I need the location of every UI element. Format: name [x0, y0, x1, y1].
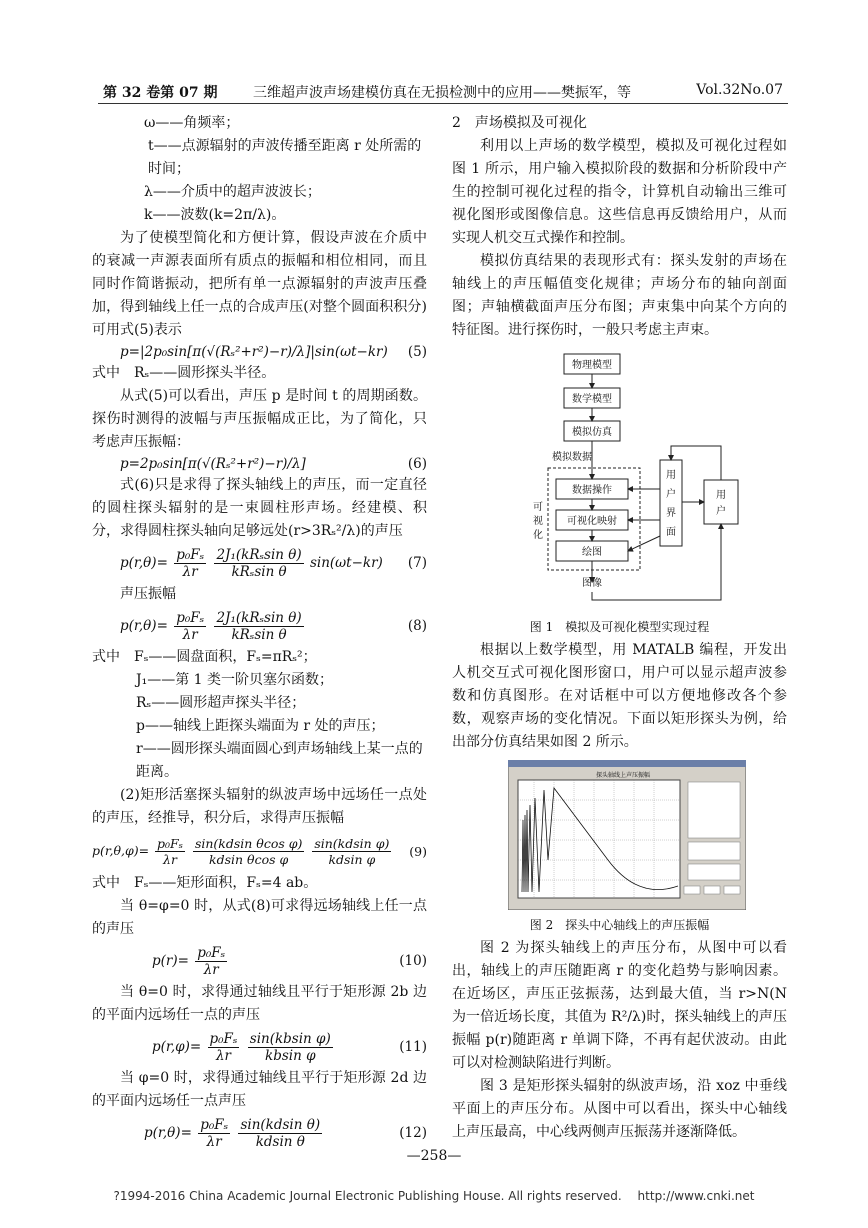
box-label: 绘图: [582, 547, 602, 558]
equation-lhs: p(r,θ,φ)=: [92, 842, 150, 858]
equation-body: p=2p₀sin[π(√(Rₛ²+r²)−r)/λ]: [120, 456, 306, 472]
fraction: [214, 610, 303, 643]
fraction: [198, 1117, 230, 1150]
paragraph: 模拟仿真结果的表现形式有：探头发射的声场在轴线上的声压幅值变化规律；声场分布的轴向剖面图；声轴横截面声压分布图；声束集中向某个方向的特征图。进行探伤时，一般只考虑主声束。: [452, 253, 787, 338]
denominator: λr: [182, 563, 198, 580]
equation-10: [92, 943, 427, 979]
fraction: [174, 547, 206, 580]
equation-tail: sin(ωt−kr): [309, 554, 383, 571]
figure-1-caption: 图 1 模拟及可视化模型实现过程: [529, 620, 710, 634]
copyright-footer: ?1994-2016 China Academic Journal Electronic Publishing House. All rights reserved. http://www.cnki.net: [113, 1189, 755, 1203]
right-column: [452, 112, 787, 1144]
equation-lhs: p(r,θ)=: [120, 617, 168, 634]
equation-7: [92, 545, 427, 581]
denominator: λr: [203, 961, 219, 978]
numerator: 2J₁(kRₛsin θ): [216, 546, 302, 563]
label-sim-data: 模拟数据: [552, 452, 592, 463]
denominator: λr: [182, 626, 198, 643]
numerator: p₀Fₛ: [209, 1030, 238, 1047]
denominator: λr: [206, 1133, 222, 1150]
fraction: [174, 610, 206, 643]
def-rs: 式中 Rₛ——圆形探头半径。: [92, 365, 276, 381]
denominator: kdsin θ: [255, 1133, 305, 1150]
paragraph: 式(6)只是求得了探头轴线上的声压，而一定直径的圆柱探头辐射的是一束圆柱形声场。经建模、积分，求得圆柱探头轴向足够远处(r>3Rₛ²/λ)的声压: [92, 477, 427, 539]
flowchart: [452, 350, 787, 612]
numerator: p₀Fₛ: [176, 609, 205, 626]
numerator: sin(kbsin φ): [249, 1030, 331, 1047]
equation-number: (5): [407, 344, 427, 360]
equation-9: [92, 832, 427, 870]
numerator: p₀Fₛ: [157, 835, 183, 851]
equation-lhs: p(r,θ)=: [144, 1124, 192, 1141]
paragraph: 当 φ=0 时，求得通过轴线且平行于矩形源 2d 边的平面内远场任一点声压: [92, 1070, 427, 1109]
def-k: k——波数(k=2π/λ)。: [144, 207, 286, 223]
fraction: [208, 1031, 240, 1064]
numerator: sin(kdsin θ): [240, 1116, 321, 1133]
paragraph: (2)矩形活塞探头辐射的纵波声场中远场任一点处的声压，经推导，积分后，求得声压振幅: [92, 787, 427, 826]
box-label: 数据操作: [572, 485, 612, 496]
ui-char: 面: [666, 527, 676, 538]
numerator: p₀Fₛ: [200, 1116, 229, 1133]
figure-1: [452, 350, 787, 612]
def-fs: 式中 Fₛ——圆盘面积，Fₛ=πRₛ²；: [92, 649, 317, 665]
paragraph: 从式(5)可以看出，声压 p 是时间 t 的周期函数。探伤时测得的波幅与声压振幅成正比，为了简化，只考虑声压振幅：: [92, 388, 427, 450]
equation-number: (8): [407, 618, 427, 634]
label-amplitude: 声压振幅: [120, 586, 176, 602]
equation-number: (7): [407, 555, 427, 571]
def-j1: J₁——第 1 类一阶贝塞尔函数；: [136, 672, 334, 688]
vis-label-char: 视: [533, 516, 543, 527]
denominator: kRₛsin θ: [231, 626, 287, 643]
paragraph: 当 θ=φ=0 时，从式(8)可求得远场轴线上任一点的声压: [92, 898, 427, 937]
ui-char: 界: [666, 508, 676, 519]
running-header: [103, 82, 783, 102]
issue-label: 第 32 卷第 07 期: [103, 85, 218, 101]
fraction: [214, 547, 303, 580]
equation-6: [92, 456, 427, 472]
denominator: kdsin θcos φ: [209, 851, 289, 867]
equation-8: [92, 608, 427, 644]
label-image: 图像: [582, 578, 602, 589]
denominator: kdsin φ: [328, 851, 376, 867]
equation-12: [92, 1115, 427, 1151]
matlab-window: [508, 760, 746, 910]
left-column: [92, 112, 427, 1153]
equation-body: p=|2p₀sin[π(√(Rₛ²+r²)−r)/λ]|sin(ωt−kr): [120, 344, 388, 360]
equation-lhs: p(r,φ)=: [152, 1038, 202, 1055]
def-lambda: λ——介质中的超声波波长；: [144, 184, 321, 200]
numerator: 2J₁(kRₛsin θ): [216, 609, 302, 626]
box-label: 物理模型: [572, 360, 612, 371]
paragraph: 图 3 是矩形探头辐射的纵波声场，沿 xoz 中垂线平面上的声压分布。从图中可以看出，探头中心轴线上声压最高，中心线两侧声压振荡并逐渐降低。: [452, 1078, 787, 1140]
numerator: sin(kdsin θcos φ): [194, 835, 303, 851]
equation-lhs: p(r,θ)=: [120, 554, 168, 571]
vis-label-char: 化: [533, 530, 543, 541]
denominator: λr: [163, 851, 177, 867]
box-label: 数学模型: [572, 394, 612, 405]
fraction: [238, 1117, 322, 1150]
volume-label: Vol.32No.07: [696, 82, 783, 98]
window-title: 探头轴线上声压振幅: [596, 772, 651, 779]
paragraph: 根据以上数学模型，用 MATALB 编程，开发出人机交互式可视化图形窗口，用户可以显示超声波参数和仿真图形。在对话框中可以方便地修改各个参数，观察声场的变化情况。下面以矩形探头为例，给出部分仿真结果如图 2 所示。: [452, 642, 787, 750]
paragraph: 图 2 为探头轴线上的声压分布，从图中可以看出，轴线上的声压随距离 r 的变化趋势与影响因素。在近场区，声压正弦振荡，达到最大值，当 r>N(N 为一倍近场长度，其值为 R²/λ)时，探头轴线上的声压振幅 p(r)随距离 r 单调下降，不再有起伏波动。由此可以对检测缺陷进行判断。: [452, 940, 787, 1071]
def-rs2: Rₛ——圆形超声探头半径；: [136, 695, 306, 711]
equation-number: (9): [409, 843, 427, 859]
denominator: kbsin φ: [265, 1047, 316, 1064]
numerator: p₀Fₛ: [197, 944, 226, 961]
def-t: t——点源辐射的声波传播至距离 r 处所需的时间；: [148, 138, 422, 177]
def-omega: ω——角频率；: [144, 115, 240, 131]
user-char: 用: [716, 490, 726, 501]
fraction: [195, 945, 227, 978]
equation-11: [92, 1029, 427, 1065]
def-p: p——轴线上距探头端面为 r 处的声压；: [136, 718, 385, 734]
running-title: 三维超声波声场建模仿真在无损检测中的应用——樊振军，等: [253, 85, 631, 101]
paragraph: 利用以上声场的数学模型，模拟及可视化过程如图 1 所示，用户输入模拟阶段的数据和分析阶段中产生的控制可视化过程的指令，计算机自动输出三维可视化图形或图像信息。这些信息再反馈给用户，从而实现人机交互式操作和控制。: [452, 138, 787, 246]
page-number: —258—: [406, 1148, 462, 1164]
fraction: [155, 836, 185, 867]
ui-char: 户: [666, 489, 676, 500]
figure-2: [508, 760, 746, 910]
user-char: 户: [716, 506, 726, 517]
fraction: [193, 836, 304, 867]
equation-lhs: p(r)=: [152, 952, 189, 969]
def-r: r——圆形探头端面圆心到声场轴线上某一点的距离。: [136, 741, 423, 780]
vis-label-char: 可: [533, 502, 543, 513]
def-fs-rect: 式中 Fₛ——矩形面积，Fₛ=4 ab。: [92, 875, 318, 891]
equation-number: (11): [399, 1039, 427, 1055]
equation-number: (12): [399, 1125, 427, 1141]
paragraph: 为了使模型简化和方便计算，假设声波在介质中的衰减一声源表面所有质点的振幅和相位相同，而且同时作简谐振动，把所有单一点源辐射的声波声压叠加，得到轴线上任一点的合成声压(对整个圆面积积分)可用式(5)表示: [92, 230, 427, 338]
fraction: [312, 836, 391, 867]
ui-char: 用: [666, 470, 676, 481]
figure-2-caption: 图 2 探头中心轴线上的声压振幅: [529, 918, 710, 932]
user-box: [704, 480, 738, 524]
header-rule: [98, 103, 788, 104]
equation-5: [92, 344, 427, 360]
equation-number: (10): [399, 953, 427, 969]
paragraph: 当 θ=0 时，求得通过轴线且平行于矩形源 2b 边的平面内远场任一点的声压: [92, 984, 427, 1023]
denominator: λr: [215, 1047, 231, 1064]
numerator: sin(kdsin φ): [314, 835, 390, 851]
fraction: [248, 1031, 333, 1064]
numerator: p₀Fₛ: [176, 546, 205, 563]
section-title: 2 声场模拟及可视化: [452, 115, 587, 131]
equation-number: (6): [407, 456, 427, 472]
box-label: 可视化映射: [567, 516, 617, 527]
box-label: 模拟仿真: [572, 427, 612, 438]
denominator: kRₛsin θ: [231, 563, 287, 580]
